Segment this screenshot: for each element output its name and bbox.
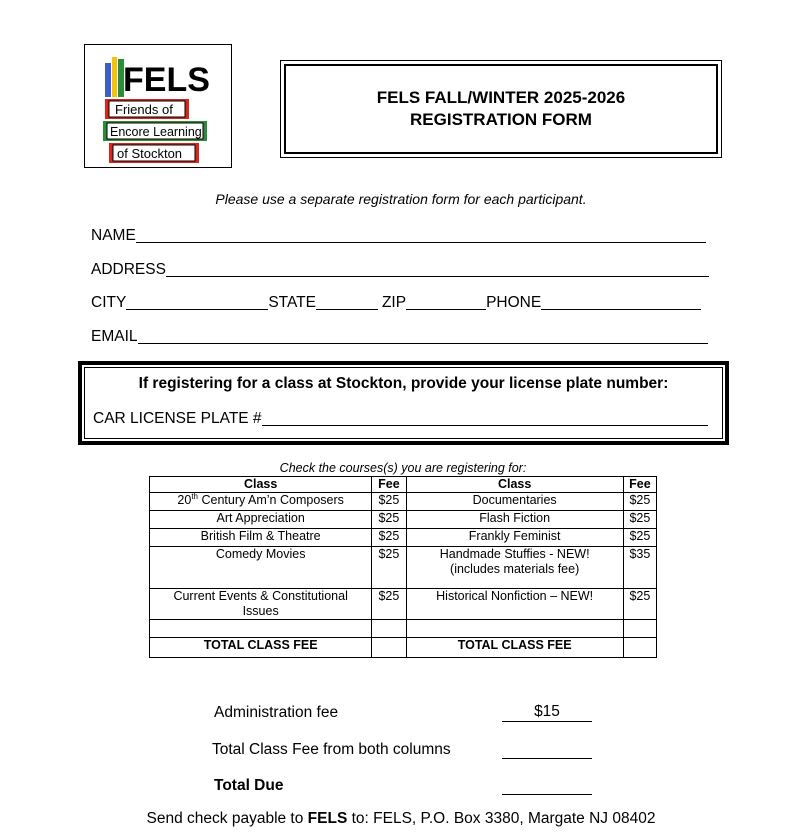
title-frame <box>280 60 722 158</box>
table-row[interactable] <box>150 547 657 589</box>
admin-fee-label: Administration fee <box>214 704 339 721</box>
license-frame <box>78 361 729 445</box>
license-row <box>93 409 708 428</box>
table-row[interactable] <box>150 589 657 620</box>
fee-cell: $25 <box>623 493 656 511</box>
total-due-field[interactable] <box>502 776 592 795</box>
course-cell[interactable]: Art Appreciation <box>150 511 372 529</box>
logo-book-3-text: of Stockton <box>117 146 183 161</box>
table-row[interactable] <box>150 511 657 529</box>
address-field[interactable] <box>166 260 709 277</box>
state-label: STATE <box>268 294 316 311</box>
title-line-2: REGISTRATION FORM <box>410 110 592 129</box>
phone-field[interactable] <box>541 293 701 310</box>
total-due-label: Total Due <box>214 777 284 794</box>
name-row <box>91 226 706 245</box>
logo-book-1-text: Friends of <box>115 102 173 117</box>
zip-field[interactable] <box>406 293 486 310</box>
col-fee-left: Fee <box>372 477 406 493</box>
course-caption: Check the courses(s) you are registering for: <box>279 461 527 475</box>
address-row <box>91 260 709 279</box>
course-cell[interactable]: Documentaries <box>406 493 623 511</box>
course-cell[interactable]: Comedy Movies <box>150 547 372 589</box>
total-class-fee-right-field[interactable] <box>623 638 656 658</box>
fee-cell: $25 <box>623 511 656 529</box>
fee-cell: $25 <box>372 493 406 511</box>
table-total-row <box>150 638 657 658</box>
mailing-instructions: Send check payable to FELS to: FELS, P.O. Box 3380, Margate NJ 08402 <box>146 810 656 827</box>
name-label: NAME <box>91 227 136 244</box>
course-cell[interactable]: Current Events & Constitutional Issues <box>150 589 372 620</box>
fee-cell: $25 <box>372 547 406 589</box>
license-label: CAR LICENSE PLATE # <box>93 410 262 427</box>
logo-blue-bar <box>105 63 111 97</box>
email-label: EMAIL <box>91 328 138 345</box>
table-row[interactable] <box>150 529 657 547</box>
fee-cell: $25 <box>372 511 406 529</box>
total-class-fee-left-field[interactable] <box>372 638 406 658</box>
city-row <box>91 293 701 312</box>
fels-logo <box>93 51 225 163</box>
course-cell[interactable]: Handmade Stuffies - NEW! (includes materials fee) <box>406 547 623 589</box>
email-field[interactable] <box>138 327 708 344</box>
title-line-1: FELS FALL/WINTER 2025-2026 <box>376 88 626 107</box>
col-class-left: Class <box>150 477 372 493</box>
address-label: ADDRESS <box>91 261 166 278</box>
city-field[interactable] <box>126 293 268 310</box>
logo-frame <box>84 44 232 168</box>
logo-book-2-text: Encore Learning <box>110 125 202 139</box>
col-class-right: Class <box>406 477 623 493</box>
instruction-text: Please use a separate registration form for each participant. <box>215 191 587 207</box>
logo-yellow-bar <box>112 57 117 97</box>
course-cell[interactable]: Historical Nonfiction – NEW! <box>406 589 623 620</box>
state-field[interactable] <box>316 293 378 310</box>
license-heading: If registering for a class at Stockton, provide your license plate number: <box>138 375 669 392</box>
total-class-fee-left-label: TOTAL CLASS FEE <box>150 638 372 658</box>
city-label: CITY <box>91 294 127 311</box>
total-class-fee-right-label: TOTAL CLASS FEE <box>406 638 623 658</box>
fee-cell: $25 <box>372 589 406 620</box>
form-title <box>284 64 718 154</box>
fee-cell: $35 <box>623 547 656 589</box>
table-header-row <box>150 477 657 493</box>
col-fee-right: Fee <box>623 477 656 493</box>
course-cell[interactable]: 20th Century Am’n Composers <box>150 493 372 511</box>
fee-cell: $25 <box>623 589 656 620</box>
fee-cell: $25 <box>623 529 656 547</box>
email-row <box>91 327 708 346</box>
admin-fee-value: $15 <box>502 703 592 722</box>
course-cell[interactable]: Frankly Feminist <box>406 529 623 547</box>
total-both-columns-field[interactable] <box>502 740 592 759</box>
course-cell[interactable]: Flash Fiction <box>406 511 623 529</box>
course-table <box>149 476 657 658</box>
phone-label: PHONE <box>486 294 542 311</box>
name-field[interactable] <box>136 226 706 243</box>
table-row[interactable] <box>150 493 657 511</box>
total-both-columns-label: Total Class Fee from both columns <box>212 741 451 758</box>
zip-label: ZIP <box>381 294 407 311</box>
table-row-blank <box>150 620 657 638</box>
course-cell[interactable]: British Film & Theatre <box>150 529 372 547</box>
logo-brand-text: FELS <box>123 61 210 99</box>
license-plate-field[interactable] <box>262 409 708 426</box>
fee-cell: $25 <box>372 529 406 547</box>
